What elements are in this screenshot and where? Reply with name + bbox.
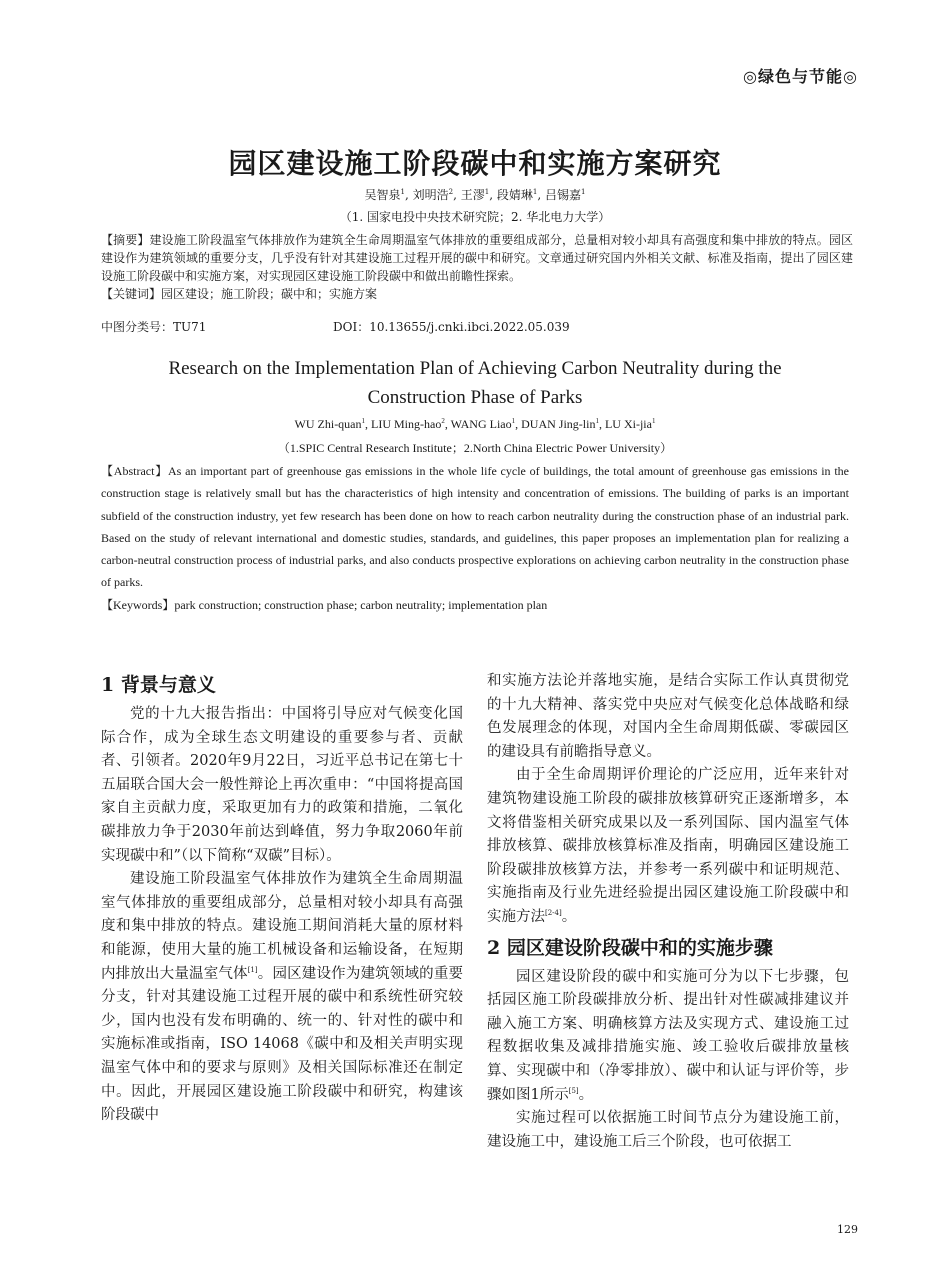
keywords-en-label: 【Keywords】 bbox=[101, 598, 175, 612]
paper-title-zh: 园区建设施工阶段碳中和实施方案研究 bbox=[228, 147, 722, 180]
author-en: DUAN Jing-lin bbox=[521, 417, 596, 431]
paragraph-text: 。 bbox=[561, 908, 577, 925]
author-zh: 王漻 bbox=[460, 188, 485, 202]
paragraph-text: 。园区建设作为建筑领域的重要分支，针对其建设施工过程开展的碳中和系统性研究较少，国内也没有发布明确的、统一的、针对性的碳中和实施标准或指南，ISO 14068《碳中和及相关声明实现温室气体中和的要求与原则》及相关国际标准还在制定中。因此，开展园区建设施工阶段碳中和研究，构建该阶段碳中 bbox=[101, 965, 464, 1124]
abstract-zh-label: 【摘要】 bbox=[101, 233, 150, 247]
body-column-right bbox=[487, 670, 849, 1154]
keywords-en-text: park construction; construction phase; carbon neutrality; implementation plan bbox=[174, 598, 548, 612]
citation-ref: [1] bbox=[247, 965, 258, 974]
paragraph-text: 由于全生命周期评价理论的广泛应用，近年来针对建筑物建设施工阶段的碳排放核算研究正逐渐增多，本文将借鉴相关研究成果以及一系列国际、国内温室气体排放核算、碳排放核算标准及指南，明确园区建设施工阶段碳排放核算方法，并参考一系列碳中和证明规范、实施指南及行业先进经验提出园区建设施工阶段碳中和实施方法 bbox=[487, 767, 849, 925]
author-zh: 段婧琳 bbox=[496, 188, 533, 202]
section-tag-label: 绿色与节能 bbox=[758, 67, 844, 86]
author-en: WANG Liao bbox=[450, 417, 512, 431]
author-affiliation-mark: 1 bbox=[595, 417, 599, 425]
abstract-zh bbox=[101, 231, 853, 303]
page-number: 129 bbox=[837, 1223, 858, 1236]
author-affiliation-mark: 1 bbox=[361, 417, 366, 425]
section-heading: 2 园区建设阶段碳中和的实施步骤 bbox=[487, 936, 773, 959]
author-affiliation-mark: 1 bbox=[484, 188, 490, 196]
author-en: WU Zhi-quan bbox=[294, 417, 362, 431]
author-en: LIU Ming-hao bbox=[371, 417, 442, 431]
circle-deco-icon: ◎ bbox=[743, 67, 759, 86]
section-heading: 1 背景与意义 bbox=[101, 674, 216, 696]
author-affiliation-mark: 1 bbox=[651, 417, 656, 425]
citation-ref: [5] bbox=[568, 1086, 579, 1095]
body-paragraph bbox=[487, 966, 849, 1108]
paragraph-text: 。 bbox=[578, 1086, 594, 1103]
body-paragraph bbox=[101, 868, 463, 1128]
keywords-zh-label: 【关键词】 bbox=[101, 287, 162, 301]
body-paragraph: 实施过程可以依据施工时间节点分为建设施工前，建设施工中，建设施工后三个阶段，也可依据工 bbox=[487, 1110, 849, 1150]
keywords-zh-text: 园区建设；施工阶段；碳中和；实施方案 bbox=[161, 287, 378, 301]
author-affiliation-mark: 2 bbox=[441, 417, 445, 425]
author-affiliation-mark: 1 bbox=[511, 417, 516, 425]
classification-value: TU71 bbox=[173, 320, 207, 334]
authors-en: WU Zhi-quan$^1$, LIU Ming-hao$^2$, WANG Liao$^1$, DUAN Jing-lin$^1$, LU Xi-jia$^1$ bbox=[294, 417, 656, 431]
author-zh: 刘明浩 bbox=[412, 188, 449, 202]
paragraph-text: 建设施工阶段温室气体排放作为建筑全生命周期温室气体排放的重要组成部分，总量相对较小却具有高强度和集中排放的特点。建设施工期间消耗大量的原材料和能源，使用大量的施工机械设备和运输设备，在短期内排放出大量温室气体 bbox=[101, 871, 463, 982]
body-paragraph: 党的十九大报告指出：中国将引导应对气候变化国际合作，成为全球生态文明建设的重要参与者、贡献者、引领者。2020年9月22日，习近平总书记在第七十五届联合国大会一般性辩论上再次重申：“中国将提高国家自主贡献力度，采取更加有力的政策和措施，二氧化碳排放力争于2030年前达到峰值，努力争取2060年前实现碳中和”（以下简称“双碳”目标）。 bbox=[101, 706, 463, 864]
abstract-en-label: 【Abstract】 bbox=[101, 464, 168, 478]
affiliations-zh: （1. 国家电投中央技术研究院；2. 华北电力大学） bbox=[339, 210, 611, 224]
citation-ref: [2-4] bbox=[545, 909, 562, 918]
author-affiliation-mark: 1 bbox=[400, 188, 405, 196]
doi-value: 10.13655/j.cnki.ibci.2022.05.039 bbox=[369, 320, 570, 334]
author-zh: 吕锡嘉 bbox=[545, 188, 582, 202]
affiliations-en: （1.SPIC Central Research Institute；2.North China Electric Power University） bbox=[277, 441, 673, 455]
body-paragraph bbox=[487, 764, 849, 929]
author-en: LU Xi-jia bbox=[604, 417, 652, 431]
author-affiliation-mark: 1 bbox=[532, 188, 538, 196]
circle-deco-icon: ◎ bbox=[843, 67, 858, 86]
paragraph-text: 园区建设阶段的碳中和实施可分为以下七步骤，包括园区施工阶段碳排放分析、提出针对性碳减排建议并融入施工方案、明确核算方法及实现方式、建设施工过程数据收集及减排措施实施、竣工验收后碳排放量核算、实现碳中和（净零排放）、碳中和认证与评价等，步骤如图1所示 bbox=[487, 968, 849, 1103]
author-affiliation-mark: 1 bbox=[581, 188, 586, 196]
author-zh: 吴智泉 bbox=[364, 188, 401, 202]
classification-number bbox=[101, 318, 206, 335]
doi bbox=[333, 318, 570, 335]
author-affiliation-mark: 2 bbox=[448, 188, 454, 196]
journal-section-tag bbox=[743, 64, 858, 87]
paper-title-en: Research on the Implementation Plan of Achieving Carbon Neutrality during the Construction Phase of Parks bbox=[168, 358, 782, 408]
classification-label: 中图分类号： bbox=[101, 320, 174, 334]
abstract-en-text: As an important part of greenhouse gas emissions in the whole life cycle of buildings, the total amount of greenhouse gas emissions in the construction stage is relatively small but has the characteristics of high intensity and concentration of emissions. The building of parks is an important subfield of the construction industry, yet few research has been done on how to reach carbon neutrality during the construction phase of an industrial park. Based on the study of relevant international and domestic studies, standards, and guidelines, this paper proposes an implementation plan for realizing a carbon-neutral construction process of industrial parks, and also conducts prospective explorations on achieving carbon neutrality in the construction phase of parks. bbox=[101, 464, 849, 590]
abstract-en bbox=[101, 460, 849, 594]
body-paragraph: 和实施方法论并落地实施，是结合实际工作认真贯彻党的十九大精神、落实党中央应对气候变化总体战略和绿色发展理念的体现，对国内全生命周期低碳、零碳园区的建设具有前瞻指导意义。 bbox=[487, 673, 849, 760]
abstract-zh-text: 建设施工阶段温室气体排放作为建筑全生命周期温室气体排放的重要组成部分，总量相对较小却具有高强度和集中排放的特点。园区建设作为建筑领域的重要分支，几乎没有针对其建设施工过程开展的碳中和研究。文章通过研究国内外相关文献、标准及指南，提出了园区建设施工阶段碳中和实施方案，对实现园区建设施工阶段碳中和做出前瞻性探索。 bbox=[101, 233, 853, 283]
body-column-left bbox=[101, 670, 463, 1128]
authors-zh: 吴智泉$^1$, 刘明浩$^2$, 王漻$^1$, 段婧琳$^1$, 吕锡嘉$^1$ bbox=[364, 188, 586, 202]
keywords-en bbox=[101, 594, 849, 616]
doi-label: DOI： bbox=[333, 320, 370, 334]
